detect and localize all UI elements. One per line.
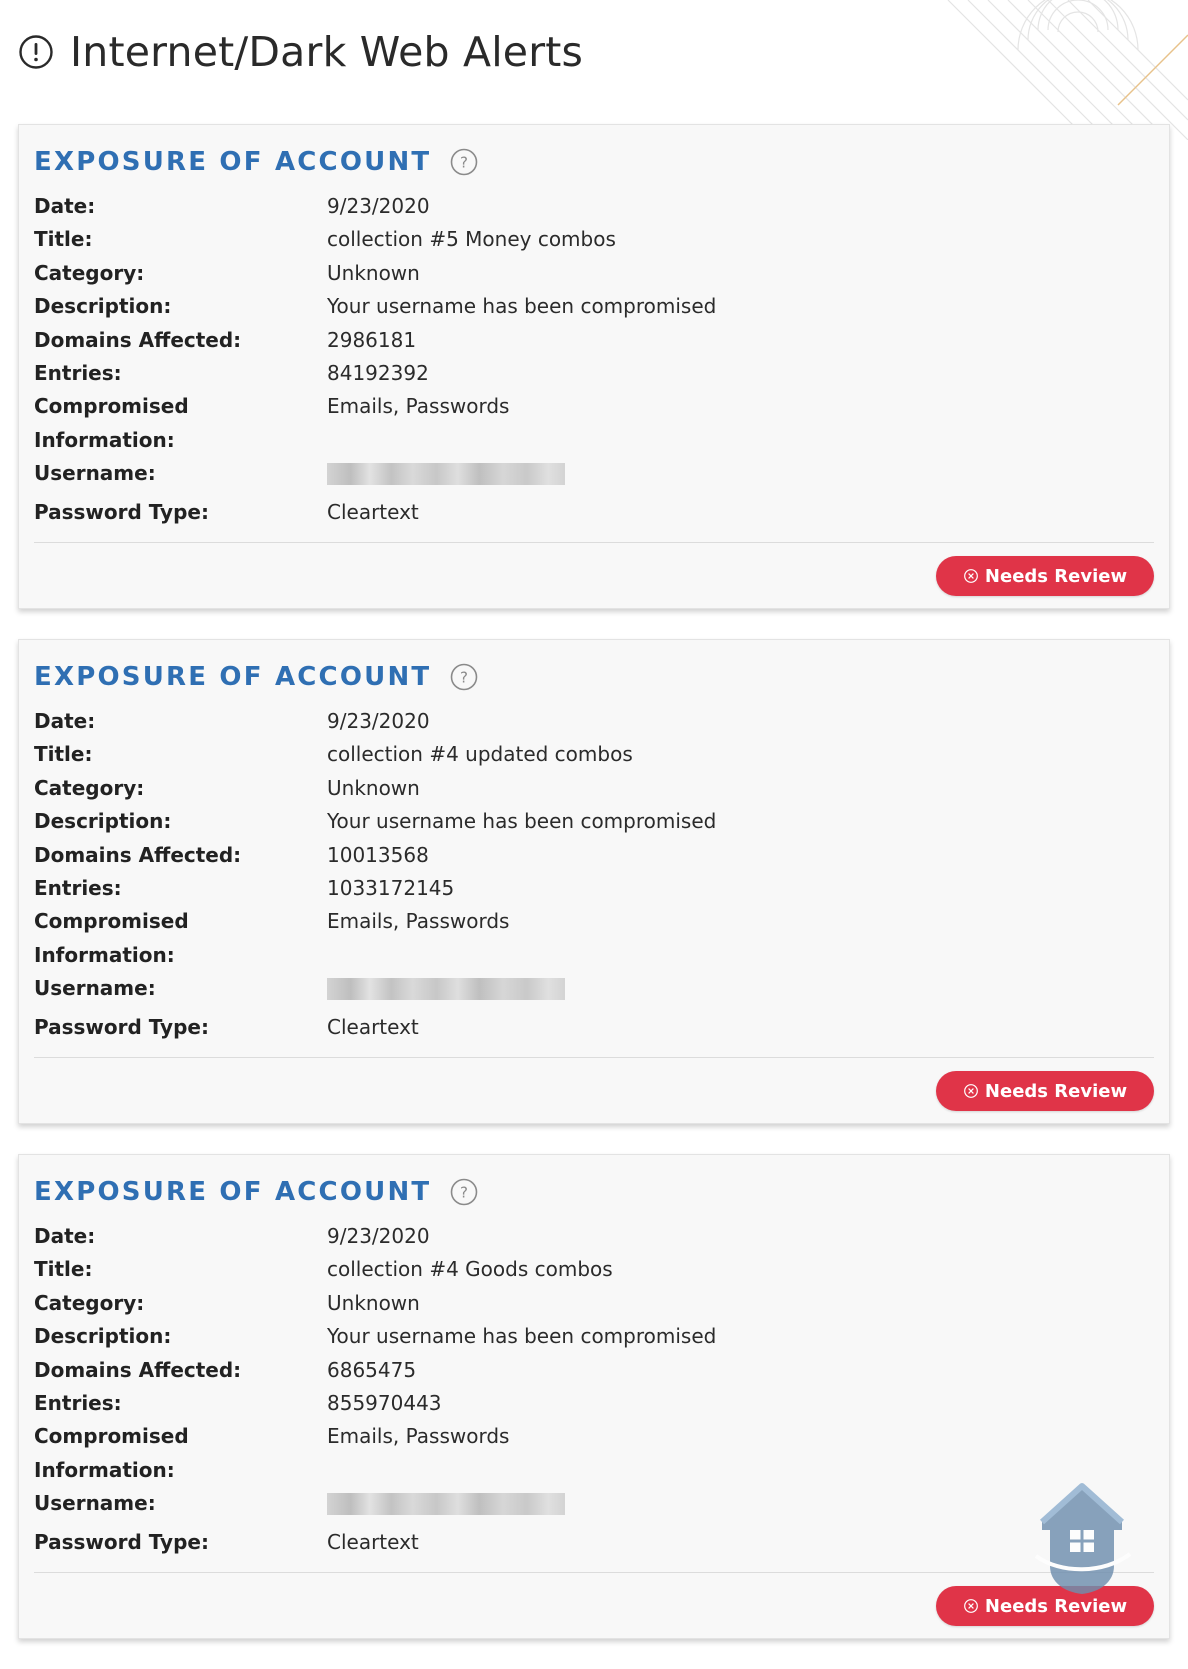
card-title: EXPOSURE OF ACCOUNT (34, 1177, 432, 1207)
card-title: EXPOSURE OF ACCOUNT (34, 662, 432, 692)
field-label: Password Type: (34, 1014, 209, 1039)
card-header (34, 145, 1154, 179)
field-value: 6865475 (327, 1357, 417, 1382)
field-label: Description: (34, 1324, 172, 1349)
fingerprint-decoration (888, 0, 1188, 140)
x-circle-icon (963, 568, 979, 584)
field-label: Category: (34, 1290, 145, 1315)
field-value: 855970443 (327, 1391, 442, 1416)
field-value: 2986181 (327, 327, 417, 352)
field-label: Username: (34, 1491, 156, 1516)
field-value (327, 972, 565, 1010)
field-label: Username: (34, 461, 156, 486)
field-label: Category: (34, 775, 145, 800)
redacted-username (327, 1493, 565, 1515)
field-value: 9/23/2020 (327, 194, 430, 218)
field-label: Date: (34, 1224, 96, 1248)
field-row-domains-affected (34, 1354, 1154, 1387)
alert-card (18, 1154, 1170, 1639)
field-label: Date: (34, 709, 96, 733)
field-value: Unknown (327, 1290, 420, 1315)
field-row-compromised-information (34, 390, 1154, 457)
question-circle-icon[interactable] (449, 147, 479, 177)
field-row-domains-affected (34, 839, 1154, 872)
field-label: Description: (34, 294, 172, 319)
svg-text:?: ? (460, 1183, 469, 1202)
page-title: Internet/Dark Web Alerts (70, 28, 584, 76)
field-row-title (34, 1253, 1154, 1286)
field-row-password-type (34, 496, 1154, 529)
field-row-entries (34, 1387, 1154, 1420)
svg-text:?: ? (460, 153, 469, 172)
field-label: Title: (34, 1257, 93, 1282)
alerts-list (18, 124, 1170, 1669)
field-row-date (34, 705, 1154, 738)
redacted-username (327, 463, 565, 485)
alert-card (18, 124, 1170, 609)
field-row-compromised-information (34, 1420, 1154, 1487)
field-value: Emails, Passwords (327, 1424, 510, 1449)
field-value: Your username has been compromised (327, 1324, 717, 1349)
field-label: Entries: (34, 876, 122, 901)
field-row-password-type (34, 1011, 1154, 1044)
field-value: collection #4 Goods combos (327, 1257, 613, 1282)
field-label: Domains Affected: (34, 1357, 242, 1382)
field-value: Your username has been compromised (327, 294, 717, 319)
field-value: 9/23/2020 (327, 709, 430, 733)
redacted-username (327, 978, 565, 1000)
field-value: 10013568 (327, 842, 429, 867)
field-list (34, 705, 1154, 1044)
field-row-category (34, 772, 1154, 805)
field-value: 9/23/2020 (327, 1224, 430, 1248)
card-footer (34, 1058, 1154, 1122)
field-label: Compromised Information: (34, 394, 189, 452)
field-row-compromised-information (34, 905, 1154, 972)
field-row-entries (34, 872, 1154, 905)
field-row-username (34, 457, 1154, 495)
question-circle-icon[interactable] (449, 1177, 479, 1207)
field-row-date (34, 190, 1154, 223)
needs-review-button[interactable] (936, 1071, 1154, 1111)
field-value (327, 457, 565, 495)
field-value (327, 1487, 565, 1525)
question-circle-icon[interactable] (449, 662, 479, 692)
field-row-description (34, 805, 1154, 838)
field-row-title (34, 223, 1154, 256)
field-row-description (34, 1320, 1154, 1353)
field-label: Entries: (34, 361, 122, 386)
field-list (34, 1220, 1154, 1559)
field-label: Title: (34, 227, 93, 252)
field-value: 84192392 (327, 361, 429, 386)
field-label: Compromised Information: (34, 909, 189, 967)
card-footer (34, 543, 1154, 607)
field-value: Cleartext (327, 1529, 419, 1554)
field-list (34, 190, 1154, 529)
field-row-domains-affected (34, 324, 1154, 357)
alert-circle-icon (18, 34, 54, 70)
field-label: Title: (34, 742, 93, 767)
needs-review-label: Needs Review (984, 565, 1128, 587)
field-row-entries (34, 357, 1154, 390)
field-row-password-type (34, 1526, 1154, 1559)
field-label: Description: (34, 809, 172, 834)
svg-text:?: ? (460, 668, 469, 687)
field-label: Entries: (34, 1391, 122, 1416)
field-label: Date: (34, 194, 96, 218)
card-header (34, 660, 1154, 694)
card-header (34, 1175, 1154, 1209)
field-value: Emails, Passwords (327, 909, 510, 934)
field-label: Domains Affected: (34, 327, 242, 352)
alert-card (18, 639, 1170, 1124)
field-row-title (34, 738, 1154, 771)
field-label: Password Type: (34, 499, 209, 524)
field-row-username (34, 1487, 1154, 1525)
page-header (18, 26, 583, 78)
field-label: Username: (34, 976, 156, 1001)
field-row-date (34, 1220, 1154, 1253)
field-label: Password Type: (34, 1529, 209, 1554)
needs-review-button[interactable] (936, 556, 1154, 596)
field-value: Cleartext (327, 1014, 419, 1039)
card-title: EXPOSURE OF ACCOUNT (34, 147, 432, 177)
field-value: collection #5 Money combos (327, 227, 616, 252)
field-row-category (34, 1287, 1154, 1320)
field-label: Domains Affected: (34, 842, 242, 867)
field-value: Cleartext (327, 499, 419, 524)
needs-review-label: Needs Review (984, 1080, 1128, 1102)
field-label: Category: (34, 260, 145, 285)
house-shield-icon (1030, 1478, 1134, 1596)
field-row-category (34, 257, 1154, 290)
card-footer (34, 1573, 1154, 1637)
field-value: Unknown (327, 260, 420, 285)
field-value: Your username has been compromised (327, 809, 717, 834)
field-row-username (34, 972, 1154, 1010)
field-label: Compromised Information: (34, 1424, 189, 1482)
field-row-description (34, 290, 1154, 323)
field-value: Emails, Passwords (327, 394, 510, 419)
field-value: Unknown (327, 775, 420, 800)
field-value: 1033172145 (327, 876, 455, 901)
needs-review-label: Needs Review (984, 1595, 1128, 1617)
x-circle-icon (963, 1083, 979, 1099)
field-value: collection #4 updated combos (327, 742, 633, 767)
x-circle-icon (963, 1598, 979, 1614)
